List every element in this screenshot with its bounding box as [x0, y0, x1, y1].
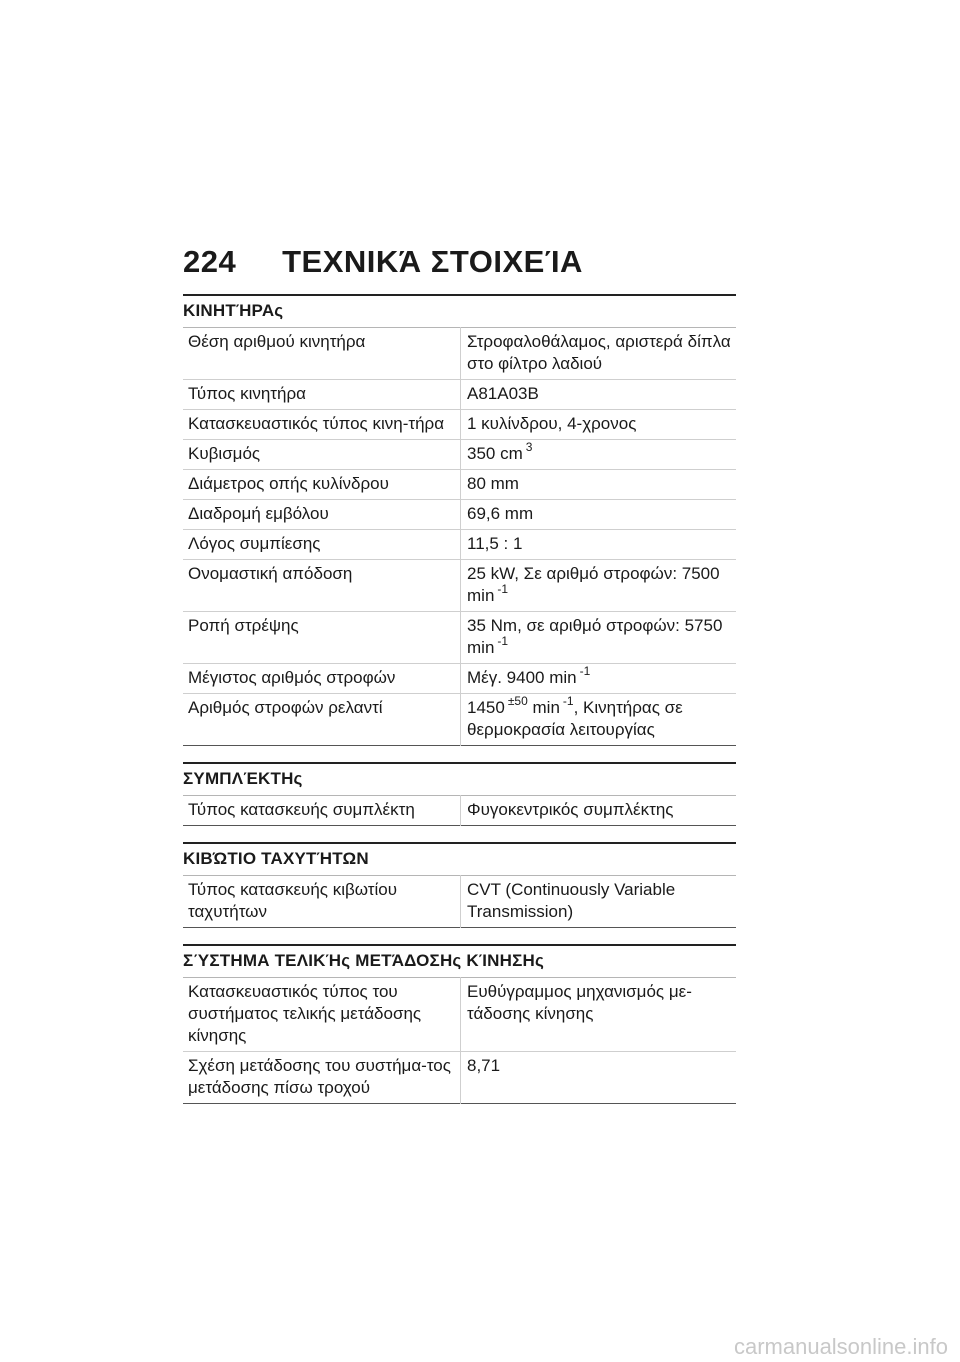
superscript: -1 [497, 634, 509, 648]
table-row [183, 978, 736, 1052]
table-row [183, 560, 736, 612]
row-label: Ροπή στρέψης [183, 612, 461, 664]
row-label: Τύπος κινητήρα [183, 380, 461, 410]
row-value [461, 440, 737, 470]
table-row [183, 440, 736, 470]
table-row [183, 1052, 736, 1104]
section-final-drive [183, 944, 736, 1104]
section-title: ΣΥΜΠΛΈΚΤΗς [183, 762, 736, 795]
table-row [183, 380, 736, 410]
superscript: -1 [497, 582, 509, 596]
table-row [183, 470, 736, 500]
table-row [183, 664, 736, 694]
value-text: , Κινητήρας σε θερμοκρασία λειτουργίας [467, 698, 683, 739]
section-gearbox [183, 842, 736, 928]
row-label: Αριθμός στροφών ρελαντί [183, 694, 461, 746]
row-label: Διαδρομή εμβόλου [183, 500, 461, 530]
section-engine [183, 294, 736, 746]
row-label: Κατασκευαστικός τύπος του συστήματος τελικής μετάδοσης κίνησης [183, 978, 461, 1052]
row-label: Σχέση μετάδοσης του συστήμα-τος μετάδοσης πίσω τροχού [183, 1052, 461, 1104]
value-text: Μέγ. 9400 min [467, 668, 577, 687]
section-title: ΚΙΝΗΤΉΡΑς [183, 294, 736, 327]
row-label: Λόγος συμπίεσης [183, 530, 461, 560]
spec-table [183, 977, 736, 1104]
row-value: Στροφαλοθάλαμος, αριστερά δίπλα στο φίλτρο λαδιού [461, 328, 737, 380]
table-row [183, 410, 736, 440]
row-label: Θέση αριθμού κινητήρα [183, 328, 461, 380]
section-title: ΚΙΒΏΤΙΟ ΤΑΧΥΤΉΤΩΝ [183, 842, 736, 875]
spec-content [183, 294, 736, 1120]
page-number: 224 [183, 244, 237, 279]
row-value [461, 560, 737, 612]
spec-table [183, 327, 736, 746]
row-value [461, 694, 737, 746]
watermark: carmanualsonline.info [733, 1334, 948, 1359]
row-label: Ονομαστική απόδοση [183, 560, 461, 612]
value-text: 1450 [467, 698, 505, 717]
table-row [183, 328, 736, 380]
row-label: Διάμετρος οπής κυλίνδρου [183, 470, 461, 500]
row-label: Τύπος κατασκευής συμπλέκτη [183, 796, 461, 826]
row-value: 69,6 mm [461, 500, 737, 530]
row-value [461, 612, 737, 664]
row-value: 1 κυλίνδρου, 4-χρονος [461, 410, 737, 440]
value-text: 25 kW, Σε αριθμό στροφών: 7500 min [467, 564, 720, 605]
spec-table [183, 875, 736, 928]
page-header [183, 244, 583, 284]
table-row [183, 530, 736, 560]
superscript: ±50 [507, 694, 528, 708]
row-label: Κυβισμός [183, 440, 461, 470]
value-text: min [532, 698, 560, 717]
row-value [461, 664, 737, 694]
superscript: 3 [525, 440, 533, 454]
table-row [183, 694, 736, 746]
section-clutch [183, 762, 736, 826]
value-text: 35 Nm, σε αριθμό στροφών: 5750 min [467, 616, 723, 657]
row-label: Μέγιστος αριθμός στροφών [183, 664, 461, 694]
row-value: 11,5 : 1 [461, 530, 737, 560]
row-value: CVT (Continuously Variable Transmission) [467, 880, 676, 921]
row-value: Φυγοκεντρικός συμπλέκτης [467, 800, 674, 819]
row-label: Κατασκευαστικός τύπος κινη-τήρα [183, 410, 461, 440]
superscript: -1 [562, 694, 574, 708]
row-value: 8,71 [467, 1056, 501, 1075]
superscript: -1 [579, 664, 591, 678]
row-value: 80 mm [461, 470, 737, 500]
table-row [183, 612, 736, 664]
table-row [183, 500, 736, 530]
table-row [183, 876, 736, 928]
row-value: A81A03B [461, 380, 737, 410]
row-value: Ευθύγραμμος μηχανισμός με-τάδοσης κίνησης [461, 978, 737, 1052]
table-row [183, 796, 736, 826]
page-title: ΤΕΧΝΙΚΆ ΣΤΟΙΧΕΊΑ [282, 244, 583, 279]
section-title: ΣΎΣΤΗΜΑ ΤΕΛΙΚΉς ΜΕΤΆΔΟΣΗς ΚΊΝΗΣΗς [183, 944, 736, 977]
spec-table [183, 795, 736, 826]
row-label: Τύπος κατασκευής κιβωτίου ταχυτήτων [183, 876, 461, 928]
value-text: 350 cm [467, 444, 523, 463]
